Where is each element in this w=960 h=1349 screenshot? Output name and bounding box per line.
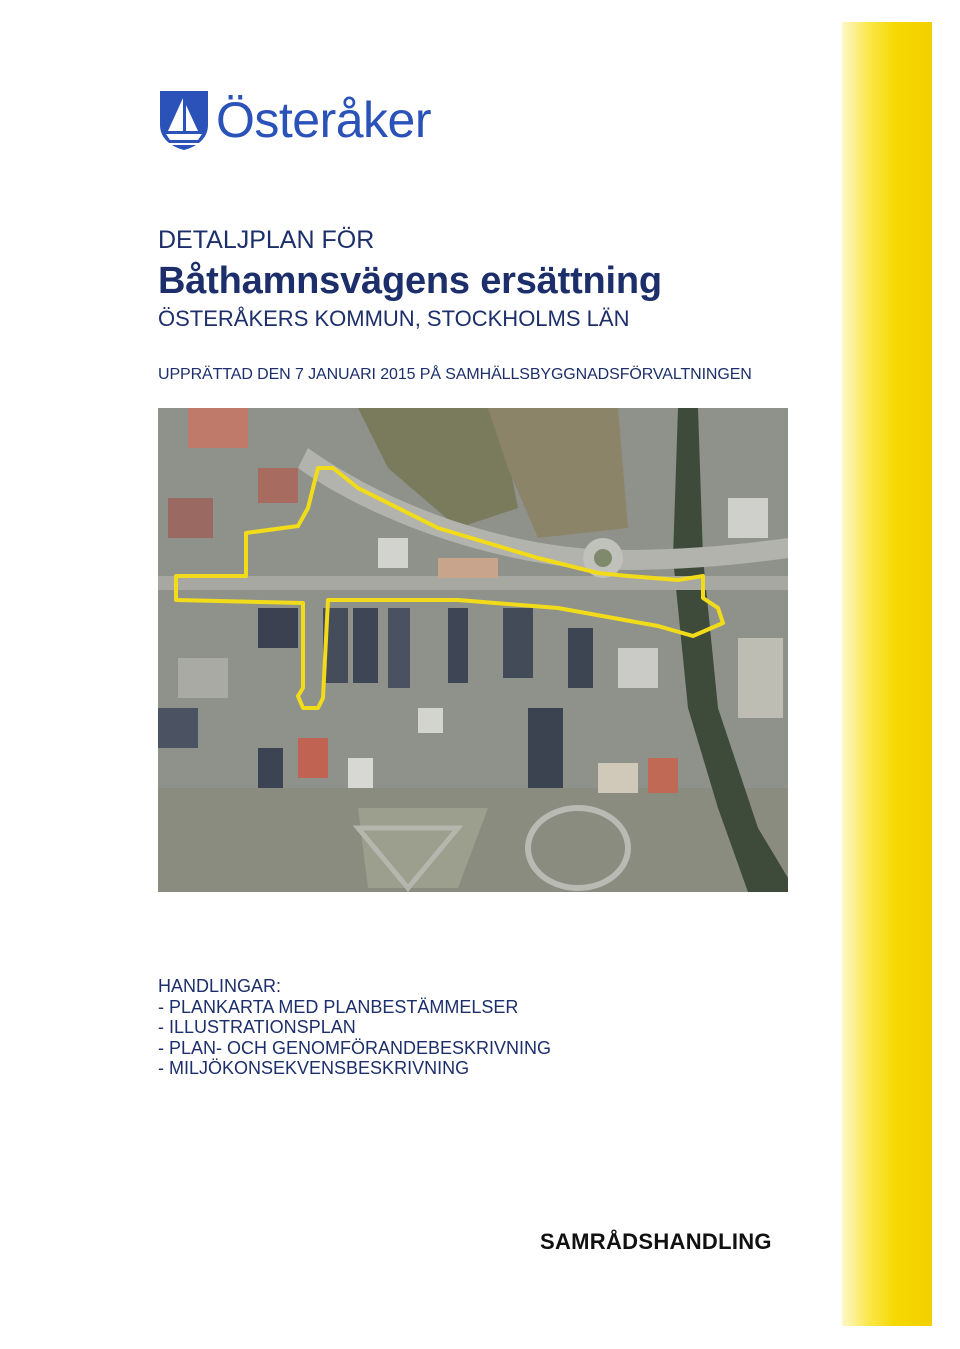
list-item: - MILJÖKONSEKVENSBESKRIVNING xyxy=(158,1058,470,1078)
documents-heading: HANDLINGAR: xyxy=(158,976,282,996)
established-date-line: UPPRÄTTAD DEN 7 JANUARI 2015 PÅ SAMHÄLLSBYGGNADSFÖRVALTNINGEN xyxy=(158,366,752,383)
documents-list xyxy=(158,976,551,1079)
aerial-map xyxy=(158,408,788,892)
list-item: - PLANKARTA MED PLANBESTÄMMELSER xyxy=(158,996,519,1017)
aerial-photo xyxy=(158,408,788,892)
plan-type-label: DETALJPLAN FÖR xyxy=(158,226,375,254)
logo-wordmark: Österåker xyxy=(216,92,432,148)
list-item: - PLAN- OCH GENOMFÖRANDEBESKRIVNING xyxy=(158,1037,552,1058)
logo xyxy=(158,88,431,152)
document-title: Båthamnsvägens ersättning xyxy=(158,260,662,302)
municipal-shield-sailboat-icon xyxy=(158,89,210,151)
municipality-label: ÖSTERÅKERS KOMMUN, STOCKHOLMS LÄN xyxy=(158,306,630,331)
list-item: - ILLUSTRATIONSPLAN xyxy=(158,1017,356,1037)
yellow-side-band xyxy=(842,22,932,1326)
status-label: SAMRÅDSHANDLING xyxy=(540,1229,772,1254)
